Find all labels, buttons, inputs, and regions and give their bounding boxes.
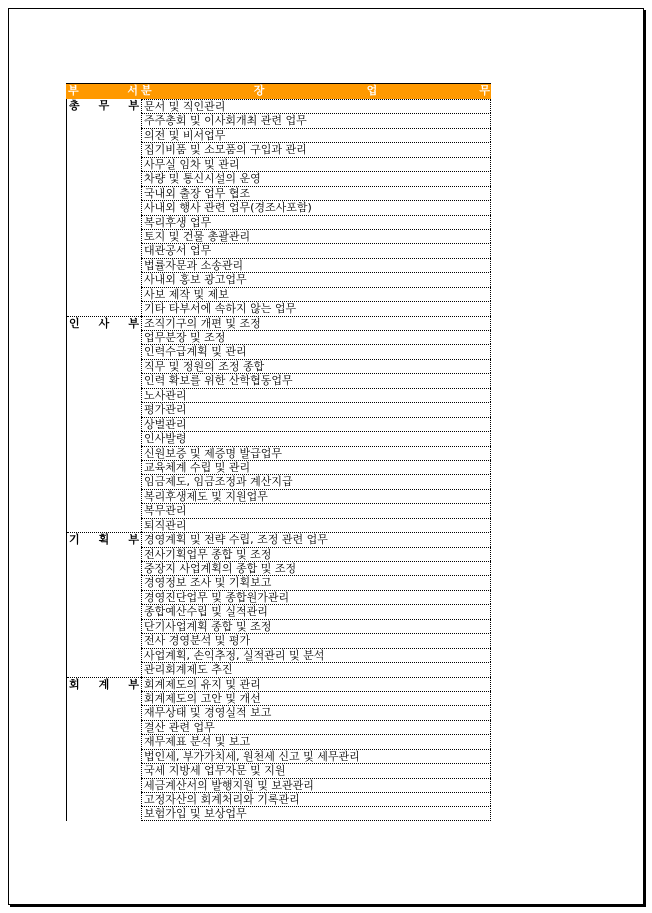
duty-row: 관리회계제도 추진 [141,662,491,676]
department-name-char: 무 [98,99,110,112]
duty-list [141,316,491,533]
department-name-char: 획 [98,533,110,547]
duty-row: 회계제도의 고안 및 개선 [141,691,491,705]
department-name [67,677,141,691]
duty-row: 법인세, 부가가치세, 원천세 신고 및 세무관리 [141,749,491,763]
duty-row: 종합예산수립 및 실적관리 [141,604,491,618]
duty-row: 주주총회 및 이사회개최 관련 업무 [141,113,491,127]
duty-row: 직무 및 정원의 조정 종합 [141,359,491,373]
duty-row: 회계제도의 유지 및 관리 [141,677,491,691]
department-name-char: 부 [128,533,139,547]
duty-row: 재무제표 분석 및 보고 [141,734,491,748]
duty-row: 경영정보 조사 및 기획보고 [141,575,491,589]
department-group [66,99,491,316]
duty-row: 차량 및 통신시설의 운영 [141,171,491,185]
duty-row: 사보 제작 및 제보 [141,287,491,301]
duty-row: 평가관리 [141,402,491,416]
duty-row: 재무상태 및 경영실적 보고 [141,705,491,719]
department-name [67,316,141,330]
duty-row: 세금계산서의 발행지원 및 보관관리 [141,778,491,792]
duty-row: 사내외 홍보 광고업무 [141,272,491,286]
duty-row: 결산 관련 업무 [141,720,491,734]
table-header [66,83,491,99]
duty-row: 퇴직관리 [141,518,491,532]
duty-row: 인력 확보를 위한 산학협동업무 [141,373,491,387]
department-name [67,99,141,113]
duty-row: 기타 타부서에 속하지 않는 업무 [141,301,491,315]
department-name-char: 사 [98,316,110,330]
duty-table [66,83,491,821]
header-duties [140,84,491,99]
duty-row: 문서 및 직인관리 [141,99,491,113]
department-name-char: 기 [69,533,80,547]
duty-list [141,99,491,316]
duty-row: 국세 지방세 업무자문 및 지원 [141,763,491,777]
duty-row: 상벌관리 [141,417,491,431]
duty-row: 사무실 임차 및 관리 [141,157,491,171]
duty-row: 보험가입 및 보상업무 [141,806,491,820]
header-char: 부 [68,84,79,97]
department-name-char: 인 [69,316,80,330]
duty-list [141,677,491,821]
department-name-char: 계 [98,677,110,691]
department-name-char: 부 [128,677,139,691]
header-char: 무 [479,84,490,97]
department-name-char: 총 [69,99,80,112]
duty-row: 신원보증 및 제증명 발급업무 [141,446,491,460]
department-group [66,532,491,676]
header-char: 서 [127,84,138,97]
duty-row: 법률자문과 소송관리 [141,258,491,272]
department-group [66,316,491,533]
duty-row: 국내외 출장 업무 협조 [141,186,491,200]
duty-row: 전사 경영분석 및 평가 [141,633,491,647]
duty-row: 인사발령 [141,431,491,445]
duty-row: 의전 및 비서업무 [141,128,491,142]
department-name-char: 부 [128,99,139,112]
duty-row: 사내외 행사 관련 업무(경조사포함) [141,200,491,214]
header-char: 장 [253,84,265,97]
header-char: 분 [141,84,152,97]
duty-row: 경영계획 및 전략 수립, 조정 관련 업무 [141,532,491,546]
duty-row: 고정자산의 회계처리와 기록관리 [141,792,491,806]
duty-row: 사업계획, 손익추정, 실적관리 및 분석 [141,648,491,662]
duty-row: 노사관리 [141,388,491,402]
duty-row: 업무분장 및 조정 [141,330,491,344]
duty-row: 집기비품 및 소모품의 구입과 관리 [141,142,491,156]
duty-list [141,532,491,676]
duty-row: 토지 및 건물 총괄관리 [141,229,491,243]
duty-row: 교육체계 수립 및 관리 [141,460,491,474]
department-name-char: 회 [69,677,80,691]
table-body [66,99,491,821]
department-group [66,677,491,821]
duty-row: 조직기구의 개편 및 조정 [141,316,491,330]
duty-row: 복리후생 업무 [141,215,491,229]
duty-row: 임금제도, 임금조정과 계산지급 [141,474,491,488]
duty-row: 경영진단업무 및 종합원가관리 [141,590,491,604]
duty-row: 인력수급계획 및 관리 [141,344,491,358]
department-name-char: 부 [128,316,139,330]
duty-row: 복무관리 [141,503,491,517]
duty-row: 대관공서 업무 [141,243,491,257]
duty-row: 복리후생제도 및 지원업무 [141,489,491,503]
duty-row: 단기사업계획 종합 및 조정 [141,619,491,633]
header-char: 업 [366,84,378,97]
department-name [67,532,141,546]
duty-row: 전사기획업무 종합 및 조정 [141,547,491,561]
duty-row: 중장지 사업계획의 종합 및 조정 [141,561,491,575]
header-department [66,84,140,99]
